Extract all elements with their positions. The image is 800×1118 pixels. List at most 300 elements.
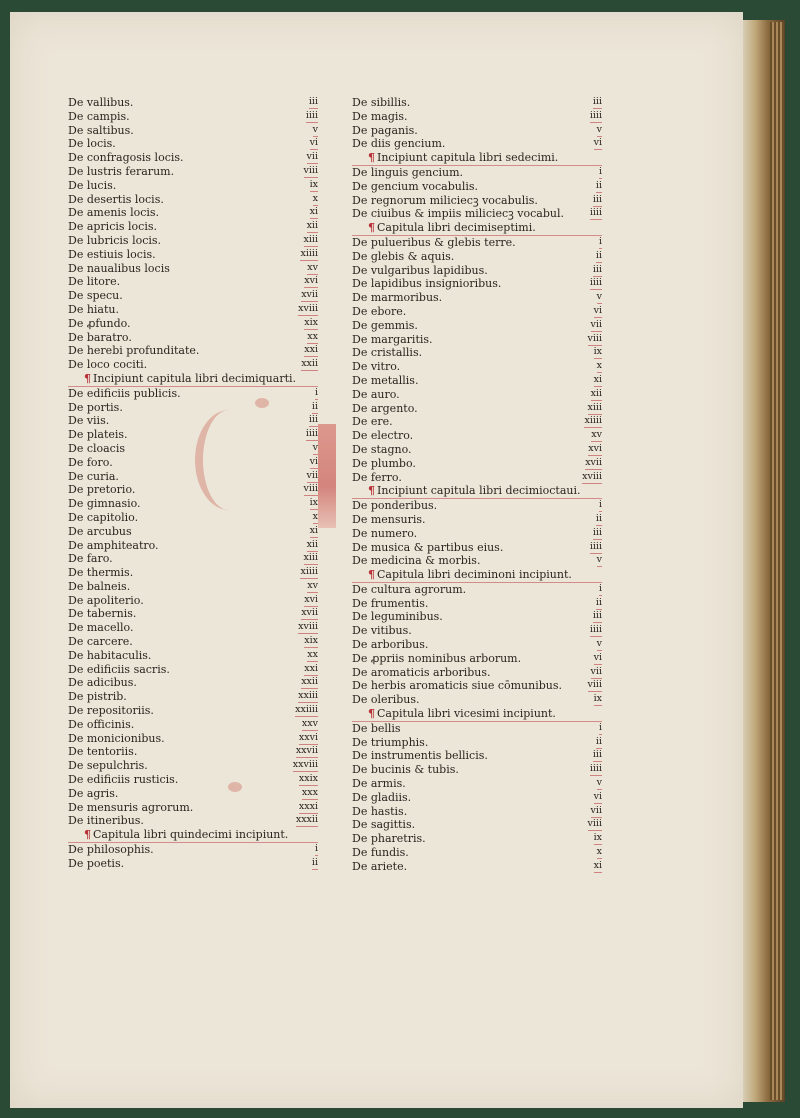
entry-title: De bellis (352, 721, 401, 735)
entry-title: De thermis. (68, 566, 134, 580)
toc-entry (68, 428, 318, 442)
chapter-number: xii (590, 387, 602, 399)
toc-entry (352, 166, 602, 180)
paragraph-mark-icon: ¶ (84, 371, 91, 385)
toc-entry (352, 763, 602, 777)
chapter-number: v (596, 638, 602, 650)
chapter-number: xiii (303, 233, 318, 245)
entry-title: De foro. (68, 455, 113, 469)
toc-entry (68, 442, 318, 456)
entry-title: De repositoriis. (68, 704, 154, 718)
entry-title: De marmoribus. (352, 291, 443, 305)
toc-entry (352, 832, 602, 846)
chapter-number: ix (309, 497, 318, 509)
chapter-number: vii (306, 151, 318, 163)
toc-entry (352, 471, 602, 485)
entry-title: De hiatu. (68, 302, 119, 316)
chapter-number: iii (308, 414, 318, 426)
entry-title: De gencium vocabulis. (352, 179, 479, 193)
entry-title: De herbis aromaticis siue cōmunibus. (352, 679, 562, 693)
chapter-number: iii (592, 749, 602, 761)
chapter-number: i (598, 165, 602, 177)
toc-entry (352, 624, 602, 638)
chapter-number: vii (306, 469, 318, 481)
paragraph-mark-icon: ¶ (84, 828, 91, 842)
chapter-number: xiii (587, 401, 602, 413)
entry-title: De leguminibus. (352, 610, 443, 624)
toc-entry (68, 96, 318, 110)
entry-title: De tentoriis. (68, 745, 138, 759)
chapter-number: x (596, 846, 602, 858)
chapter-number: xviii (298, 302, 318, 314)
chapter-heading (352, 707, 602, 722)
chapter-number: v (312, 441, 318, 453)
chapter-number: iiii (305, 109, 318, 121)
toc-entry (352, 860, 602, 874)
chapter-number: xxxii (295, 814, 318, 826)
entry-title: De cloacis (68, 441, 126, 455)
chapter-number: ii (595, 512, 602, 524)
toc-entry (352, 610, 602, 624)
chapter-number: ix (309, 178, 318, 190)
entry-title: De gemmis. (352, 318, 418, 332)
chapter-number: i (598, 235, 602, 247)
entry-title: De edificiis sacris. (68, 662, 170, 676)
entry-title: De lustris ferarum. (68, 164, 175, 178)
chapter-number: vii (590, 318, 602, 330)
chapter-number: vii (590, 665, 602, 677)
toc-entry (352, 124, 602, 138)
rubricated-initial (318, 424, 336, 528)
chapter-number: xix (304, 316, 318, 328)
entry-title: De instrumentis bellicis. (352, 749, 488, 763)
toc-entry (68, 787, 318, 801)
chapter-number: xiiii (584, 415, 602, 427)
toc-entry (68, 732, 318, 746)
toc-entry (68, 124, 318, 138)
chapter-number: xxv (301, 717, 318, 729)
toc-entry (352, 305, 602, 319)
entry-title: De gimnasio. (68, 497, 141, 511)
toc-entry (68, 594, 318, 608)
chapter-number: v (596, 123, 602, 135)
toc-entry (352, 374, 602, 388)
chapter-number: xvi (304, 593, 318, 605)
toc-entry (68, 843, 318, 857)
toc-entry (68, 718, 318, 732)
chapter-number: xi (309, 206, 318, 218)
entry-title: De ariete. (352, 859, 408, 873)
toc-entry (68, 470, 318, 484)
toc-entry (352, 749, 602, 763)
entry-title: De pretorio. (68, 483, 136, 497)
chapter-number: ii (595, 596, 602, 608)
toc-entry (352, 291, 602, 305)
entry-title: De ciuibus & impiis miliciecꝫ vocabul. (352, 207, 564, 221)
entry-title: De ꝓpriis nominibus arborum. (352, 651, 522, 665)
chapter-number: iii (592, 610, 602, 622)
chapter-number: vi (309, 137, 318, 149)
toc-entry (352, 722, 602, 736)
toc-entry (68, 552, 318, 566)
left-column (68, 96, 318, 871)
entry-title: De faro. (68, 552, 113, 566)
toc-entry (68, 358, 318, 372)
entry-title: De pulueribus & glebis terre. (352, 235, 516, 249)
chapter-number: vi (593, 790, 602, 802)
entry-title: De armis. (352, 777, 406, 791)
entry-title: De saltibus. (68, 123, 134, 137)
toc-entry (68, 525, 318, 539)
toc-entry (352, 541, 602, 555)
toc-entry (352, 443, 602, 457)
entry-title: De vitibus. (352, 624, 412, 638)
toc-entry (352, 180, 602, 194)
chapter-number: vi (593, 304, 602, 316)
toc-entry (68, 234, 318, 248)
toc-entry (68, 676, 318, 690)
toc-entry (68, 814, 318, 828)
toc-entry (352, 597, 602, 611)
entry-title: De baratro. (68, 330, 132, 344)
toc-entry (68, 539, 318, 553)
toc-entry (352, 527, 602, 541)
chapter-number: ii (595, 735, 602, 747)
entry-title: De glebis & aquis. (352, 249, 455, 263)
chapter-number: i (314, 386, 318, 398)
toc-entry (352, 236, 602, 250)
chapter-number: xviii (298, 621, 318, 633)
heading-text: Capitula libri vicesimi incipiunt. (377, 707, 556, 721)
toc-entry (68, 220, 318, 234)
toc-entry (68, 387, 318, 401)
chapter-heading (68, 372, 318, 387)
heading-text: Incipiunt capitula libri decimioctaui. (377, 484, 581, 498)
entry-title: De bucinis & tubis. (352, 763, 459, 777)
toc-entry (68, 262, 318, 276)
heading-text: Incipiunt capitula libri decimiquarti. (93, 371, 297, 385)
toc-entry (68, 137, 318, 151)
heading-text: Incipiunt capitula libri sedecimi. (377, 151, 559, 165)
entry-title: De cultura agrorum. (352, 582, 467, 596)
toc-entry (352, 818, 602, 832)
entry-title: De lapidibus insignioribus. (352, 277, 502, 291)
entry-title: De macello. (68, 621, 134, 635)
entry-title: De balneis. (68, 579, 131, 593)
toc-entry (352, 666, 602, 680)
chapter-number: ii (311, 400, 318, 412)
entry-title: De linguis gencium. (352, 165, 464, 179)
chapter-number: xxiii (298, 690, 318, 702)
toc-entry (68, 110, 318, 124)
entry-title: De sepulchris. (68, 759, 148, 773)
toc-entry (352, 846, 602, 860)
chapter-number: xii (306, 220, 318, 232)
chapter-number: xiiii (300, 566, 318, 578)
toc-entry (68, 401, 318, 415)
toc-entry (352, 402, 602, 416)
chapter-number: i (314, 843, 318, 855)
toc-entry (68, 857, 318, 871)
chapter-heading (352, 151, 602, 166)
chapter-number: iiii (589, 763, 602, 775)
toc-entry (352, 429, 602, 443)
chapter-number: xx (307, 648, 318, 660)
chapter-number: xxx (301, 786, 318, 798)
chapter-number: xvii (585, 456, 602, 468)
entry-title: De apricis locis. (68, 220, 157, 234)
toc-entry (352, 96, 602, 110)
entry-title: De confragosis locis. (68, 151, 184, 165)
entry-title: De tabernis. (68, 607, 137, 621)
toc-entry (68, 801, 318, 815)
entry-title: De philosophis. (68, 843, 154, 857)
toc-entry (352, 638, 602, 652)
entry-title: De vitro. (352, 360, 401, 374)
entry-title: De edificiis rusticis. (68, 773, 179, 787)
paragraph-mark-icon: ¶ (368, 568, 375, 582)
toc-entry (352, 277, 602, 291)
entry-title: De diis gencium. (352, 137, 446, 151)
entry-title: De monicionibus. (68, 731, 165, 745)
chapter-number: iiii (589, 109, 602, 121)
entry-title: De lucis. (68, 178, 117, 192)
toc-entry (68, 206, 318, 220)
paragraph-mark-icon: ¶ (368, 484, 375, 498)
entry-title: De aromaticis arboribus. (352, 665, 491, 679)
chapter-number: xxviii (292, 759, 318, 771)
toc-entry (352, 360, 602, 374)
toc-entry (68, 566, 318, 580)
toc-entry (68, 151, 318, 165)
toc-entry (352, 513, 602, 527)
chapter-number: iii (592, 263, 602, 275)
entry-title: De carcere. (68, 635, 133, 649)
entry-title: De musica & partibus eius. (352, 540, 504, 554)
toc-entry (68, 621, 318, 635)
chapter-number: iiii (589, 207, 602, 219)
toc-entry (68, 649, 318, 663)
entry-title: De metallis. (352, 373, 419, 387)
entry-title: De pharetris. (352, 832, 426, 846)
entry-title: De pistrib. (68, 690, 127, 704)
entry-title: De estiuis locis. (68, 247, 156, 261)
toc-entry (352, 736, 602, 750)
toc-entry (352, 805, 602, 819)
entry-title: De officinis. (68, 717, 135, 731)
chapter-number: ii (595, 249, 602, 261)
chapter-number: x (312, 510, 318, 522)
chapter-number: i (598, 582, 602, 594)
entry-title: De edificiis publicis. (68, 386, 181, 400)
chapter-number: xxvii (295, 745, 318, 757)
entry-title: De desertis locis. (68, 192, 164, 206)
entry-title: De arcubus (68, 524, 132, 538)
toc-entry (68, 759, 318, 773)
toc-entry (352, 346, 602, 360)
toc-entry (68, 483, 318, 497)
chapter-number: xvi (304, 275, 318, 287)
entry-title: De regnorum miliciecꝫ vocabulis. (352, 193, 538, 207)
entry-title: De ferro. (352, 470, 402, 484)
toc-entry (68, 704, 318, 718)
toc-entry (68, 456, 318, 470)
chapter-number: viii (587, 679, 602, 691)
chapter-number: i (598, 499, 602, 511)
chapter-number: xvi (588, 442, 602, 454)
entry-title: De arboribus. (352, 638, 429, 652)
chapter-number: xxi (304, 662, 318, 674)
entry-title: De mensuris agrorum. (68, 800, 194, 814)
chapter-number: xxii (301, 358, 318, 370)
entry-title: De sagittis. (352, 818, 416, 832)
chapter-number: xxii (301, 676, 318, 688)
toc-entry (68, 248, 318, 262)
toc-entry (68, 179, 318, 193)
entry-title: De auro. (352, 387, 400, 401)
entry-title: De cristallis. (352, 346, 423, 360)
chapter-number: xxiiii (295, 704, 318, 716)
toc-entry (68, 303, 318, 317)
chapter-number: xiiii (300, 247, 318, 259)
toc-entry (352, 250, 602, 264)
entry-title: De amenis locis. (68, 206, 160, 220)
entry-title: De naualibus locis (68, 261, 170, 275)
toc-entry (352, 554, 602, 568)
chapter-number: v (312, 123, 318, 135)
chapter-number: xv (307, 261, 318, 273)
entry-title: De plumbo. (352, 456, 416, 470)
toc-entry (352, 137, 602, 151)
chapter-number: vi (593, 137, 602, 149)
chapter-number: xiii (303, 552, 318, 564)
right-column (352, 96, 602, 874)
paragraph-mark-icon: ¶ (368, 221, 375, 235)
entry-title: De hastis. (352, 804, 408, 818)
toc-entry (68, 165, 318, 179)
chapter-number: xv (307, 579, 318, 591)
chapter-number: vii (590, 804, 602, 816)
entry-title: De mensuris. (352, 512, 426, 526)
entry-title: De ꝓfundo. (68, 316, 131, 330)
toc-entry (68, 275, 318, 289)
entry-title: De numero. (352, 526, 418, 540)
entry-title: De locis. (68, 137, 116, 151)
chapter-number: xxxi (298, 800, 318, 812)
chapter-number: vi (593, 651, 602, 663)
chapter-number: iii (592, 96, 602, 107)
toc-entry (352, 693, 602, 707)
toc-entry (68, 607, 318, 621)
heading-text: Capitula libri decimiseptimi. (377, 221, 536, 235)
chapter-number: iiii (305, 428, 318, 440)
entry-title: De ebore. (352, 304, 407, 318)
paragraph-mark-icon: ¶ (368, 707, 375, 721)
chapter-number: viii (587, 332, 602, 344)
entry-title: De magis. (352, 109, 408, 123)
entry-title: De triumphis. (352, 735, 429, 749)
paragraph-mark-icon: ¶ (368, 151, 375, 165)
heading-text: Capitula libri quindecimi incipiunt. (93, 828, 289, 842)
entry-title: De vallibus. (68, 96, 134, 109)
entry-title: De curia. (68, 469, 119, 483)
entry-title: De fundis. (352, 846, 409, 860)
heading-text: Capitula libri deciminoni incipiunt. (377, 568, 572, 582)
entry-title: De plateis. (68, 428, 128, 442)
chapter-number: ix (593, 832, 602, 844)
entry-title: De oleribus. (352, 693, 420, 707)
chapter-number: xvii (301, 289, 318, 301)
entry-title: De campis. (68, 109, 130, 123)
chapter-number: iiii (589, 277, 602, 289)
chapter-number: ix (593, 693, 602, 705)
entry-title: De portis. (68, 400, 123, 414)
entry-title: De argento. (352, 401, 418, 415)
entry-title: De specu. (68, 289, 123, 303)
entry-title: De agris. (68, 786, 119, 800)
toc-entry (352, 457, 602, 471)
entry-title: De lubricis locis. (68, 233, 162, 247)
chapter-number: xxi (304, 344, 318, 356)
entry-title: De viis. (68, 414, 110, 428)
toc-entry (68, 289, 318, 303)
entry-title: De apoliterio. (68, 593, 144, 607)
entry-title: De sibillis. (352, 96, 411, 109)
chapter-heading (352, 484, 602, 499)
chapter-number: x (596, 360, 602, 372)
toc-entry (352, 110, 602, 124)
toc-entry (68, 635, 318, 649)
chapter-number: xi (593, 373, 602, 385)
chapter-heading (68, 828, 318, 843)
entry-title: De paganis. (352, 123, 418, 137)
toc-entry (352, 777, 602, 791)
toc-entry (68, 193, 318, 207)
entry-title: De capitolio. (68, 510, 139, 524)
toc-entry (352, 388, 602, 402)
entry-title: De vulgaribus lapidibus. (352, 263, 488, 277)
chapter-number: xxvi (298, 731, 318, 743)
toc-entry (68, 497, 318, 511)
entry-title: De gladiis. (352, 790, 412, 804)
entry-title: De margaritis. (352, 332, 433, 346)
toc-entry (68, 317, 318, 331)
chapter-number: x (312, 192, 318, 204)
entry-title: De medicina & morbis. (352, 554, 481, 568)
toc-entry (68, 511, 318, 525)
chapter-number: viii (303, 483, 318, 495)
chapter-number: vi (309, 455, 318, 467)
toc-entry (68, 331, 318, 345)
chapter-number: xviii (582, 470, 602, 482)
toc-entry (352, 333, 602, 347)
entry-title: De ere. (352, 415, 393, 429)
page-stack-edge (770, 22, 784, 1100)
chapter-number: v (596, 291, 602, 303)
chapter-number: xxix (298, 773, 318, 785)
chapter-number: xi (593, 859, 602, 871)
toc-entry (352, 319, 602, 333)
chapter-number: i (598, 721, 602, 733)
entry-title: De loco cociti. (68, 358, 148, 372)
entry-title: De herebi profunditate. (68, 344, 200, 358)
toc-entry (352, 583, 602, 597)
entry-title: De amphiteatro. (68, 538, 159, 552)
chapter-number: iiii (589, 540, 602, 552)
chapter-number: iii (308, 96, 318, 107)
toc-entry (68, 745, 318, 759)
toc-entry (352, 415, 602, 429)
